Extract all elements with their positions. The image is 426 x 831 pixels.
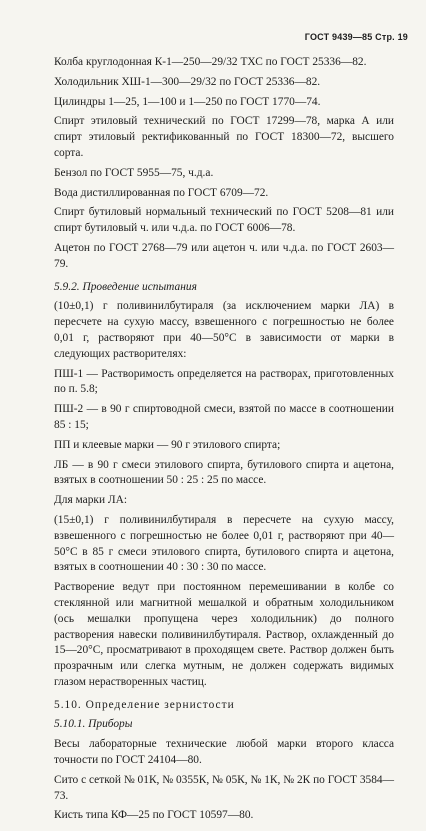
text-line: Ацетон по ГОСТ 2768—79 или ацетон ч. или ч.д.а. по ГОСТ 2603—79.: [54, 241, 394, 270]
text-paragraph: Для марки ЛА:: [54, 494, 128, 507]
text-paragraph: Весы лабораторные технические любой марки второго класса точности по ГОСТ 24104—80.: [54, 738, 394, 767]
text-line: Спирт этиловый технический по ГОСТ 17299—78, марка А или спирт этиловый ректификованный по ГОСТ 18300—72, высшего сорта.: [54, 115, 394, 159]
equipment-list: [54, 55, 394, 273]
test-procedure: [54, 280, 394, 691]
text-line: Колба круглодонная К-1—250—29/32 ТХС по ГОСТ 25336—82.: [54, 56, 367, 68]
text-line: Спирт бутиловый нормальный технический по ГОСТ 5208—81 или спирт бутиловый ч. или ч.д.а. по ГОСТ 6006—78.: [54, 206, 394, 235]
text-paragraph: ПП и клеевые марки — 90 г этилового спирта;: [54, 438, 281, 451]
text-paragraph: ПШ-2 — в 90 г спиртоводной смеси, взятой по массе в соотношении 85 : 15;: [54, 403, 394, 431]
text-paragraph: Сито с сеткой № 01К, № 0355К, № 05К, № 1К, № 2К по ГОСТ 3584—73.: [54, 773, 394, 802]
text-paragraph: (10±0,1) г поливинилбутираля (за исключением марки ЛА) в пересчете на сухую массу, взвешенного с погрешностью не более 0,01 г, растворяют при 40—50°С в зависимости от марки в следующих растворителях:: [54, 300, 394, 360]
text-paragraph: ЛБ — в 90 г смеси этилового спирта, бутилового спирта и ацетона, взятых в соотношении 50 : 25 : 25 по массе.: [54, 458, 394, 487]
text-paragraph: Растворение ведут при постоянном перемешивании в колбе со стеклянной или магнитной мешалкой и обратным холодильником (ось мешалки пропущена через холодильник) до полного растворения навески поливинилбутираля. Раствор, охлажденный до 15—20°С, просматривают в проходящем свете. Раствор должен быть прозрачным или слегка мутным, не должен содержать видимых глазом нерастворенных частиц.: [54, 581, 394, 688]
subsection-heading: 5.10.1. Приборы: [54, 718, 133, 731]
text-line: Бензол по ГОСТ 5955—75, ч.д.а.: [54, 166, 214, 179]
text-paragraph: (15±0,1) г поливинилбутираля в пересчете на сухую массу, взвешенного с погрешностью не более 0,01 г, растворяют при 40—50°С в 85 г смеси этилового спирта, бутилового спирта и ацетона, взятых в соотношении 40 : 30 : 30 по массе.: [54, 513, 394, 574]
section-heading: 5.9.2. Проведение испытания: [54, 280, 197, 293]
text-line: Холодильник ХШ-1—300—29/32 по ГОСТ 25336—82.: [54, 75, 321, 88]
page-header: ГОСТ 9439—85 Стр. 19: [304, 32, 408, 42]
granularity-section: [54, 698, 394, 825]
text-paragraph: Кисть типа КФ—25 по ГОСТ 10597—80.: [54, 809, 254, 822]
text-paragraph: ПШ-1 — Растворимость определяется на растворах, приготовленных по п. 5.8;: [54, 367, 394, 396]
document-body: [54, 55, 394, 831]
text-line: Вода дистиллированная по ГОСТ 6709—72.: [54, 186, 269, 199]
section-heading: 5.10. Определение зернистости: [54, 698, 235, 711]
text-line: Цилиндры 1—25, 1—100 и 1—250 по ГОСТ 1770—74.: [54, 95, 321, 108]
